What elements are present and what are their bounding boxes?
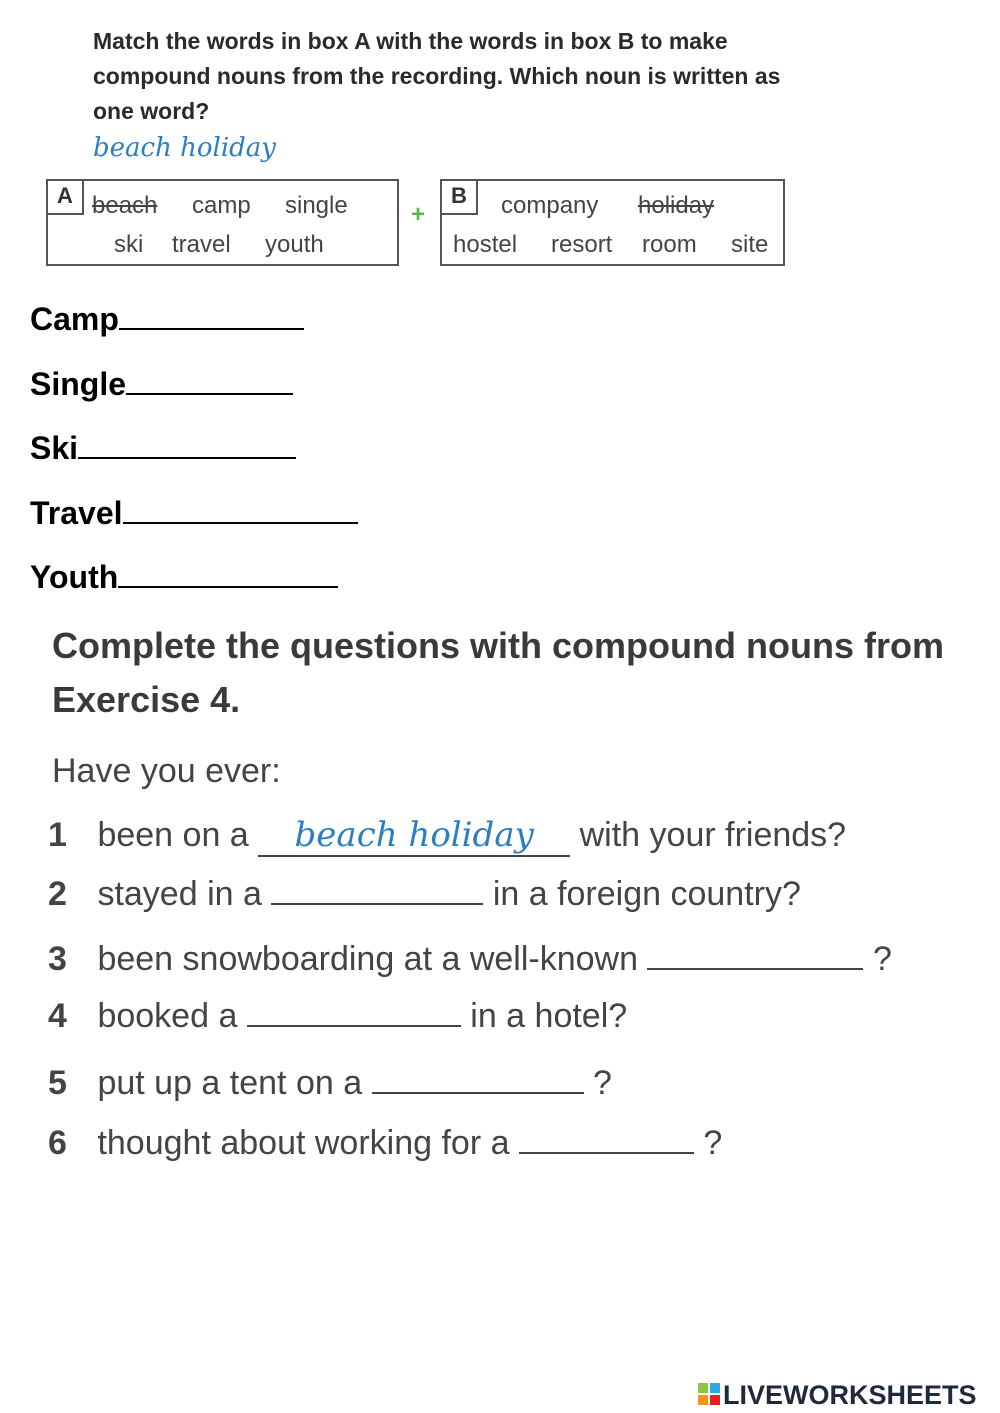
box-a-word: camp [192, 192, 251, 219]
question-text: ? [593, 1064, 612, 1102]
box-b-word: company [501, 192, 599, 219]
answer-blank[interactable] [271, 875, 483, 905]
liveworksheets-logo [698, 1380, 977, 1410]
box-a-word: beach [92, 192, 158, 219]
box-b-word: hostel [453, 231, 518, 258]
fill-row-single [30, 365, 293, 403]
answer-line[interactable] [126, 365, 293, 395]
box-b-word: resort [551, 231, 613, 258]
question-text: stayed in a [97, 875, 262, 913]
exercise-heading: Complete the questions with compound nouns from Exercise 4. [52, 625, 944, 720]
question-text: been on a [97, 816, 249, 854]
question-6 [48, 1124, 722, 1163]
word-box-a [46, 179, 399, 266]
box-b-word: room [642, 231, 697, 258]
fill-row-camp [30, 300, 304, 338]
fill-row-youth [30, 558, 338, 596]
answer-line[interactable] [119, 300, 304, 330]
answer-filled[interactable]: beach holiday [258, 815, 570, 857]
box-a-word: youth [265, 231, 324, 258]
question-text: in a foreign country? [492, 875, 801, 913]
question-number: 1 [48, 816, 67, 854]
word-box-b [440, 179, 785, 266]
question-number: 5 [48, 1064, 67, 1102]
box-b-label: B [442, 181, 478, 215]
box-a-label: A [48, 181, 84, 215]
answer-line[interactable] [123, 494, 358, 524]
question-number: 6 [48, 1124, 67, 1162]
box-a-word: travel [172, 231, 231, 258]
box-a-word: ski [114, 231, 144, 258]
question-text: ? [703, 1124, 723, 1162]
answer-blank[interactable] [247, 997, 461, 1027]
fill-row-ski [30, 429, 296, 467]
fill-label: Camp [30, 301, 119, 337]
fill-label: Youth [30, 559, 119, 595]
plus-sign: + [411, 201, 426, 228]
question-text: thought about working for a [97, 1124, 510, 1162]
fill-label: Travel [30, 495, 123, 531]
liveworksheets-logo-icon [698, 1383, 720, 1405]
question-number: 2 [48, 875, 67, 913]
question-2 [48, 875, 801, 914]
brand-text: LIVEWORKSHEETS [723, 1380, 977, 1410]
question-text: put up a tent on a [97, 1064, 363, 1102]
answer-blank[interactable] [372, 1064, 584, 1094]
question-5 [48, 1064, 612, 1103]
answer-blank[interactable] [647, 940, 863, 970]
box-a-word: single [285, 192, 348, 219]
example-answer: beach holiday [93, 133, 276, 163]
fill-label: Single [30, 366, 127, 402]
question-text: ? [872, 940, 892, 978]
answer-blank[interactable] [519, 1138, 694, 1154]
instruction-text: Match the words in box A with the words in box B to make compound nouns from the recording. Which noun is written as one word? [93, 28, 781, 124]
question-3 [48, 940, 892, 979]
exercise-prompt: Have you ever: [52, 752, 281, 790]
question-number: 4 [48, 997, 67, 1035]
question-text: with your friends? [579, 816, 847, 854]
answer-line[interactable] [78, 429, 296, 459]
box-b-word: site [731, 231, 769, 258]
question-1 [48, 815, 846, 857]
question-4 [48, 997, 627, 1036]
fill-label: Ski [30, 430, 79, 466]
answer-line[interactable] [118, 558, 338, 588]
box-b-word: holiday [638, 192, 715, 219]
question-text: been snowboarding at a well-known [97, 940, 639, 978]
fill-row-travel [30, 494, 358, 532]
question-text: in a hotel? [470, 997, 628, 1035]
question-text: booked a [97, 997, 238, 1035]
question-number: 3 [48, 940, 67, 978]
